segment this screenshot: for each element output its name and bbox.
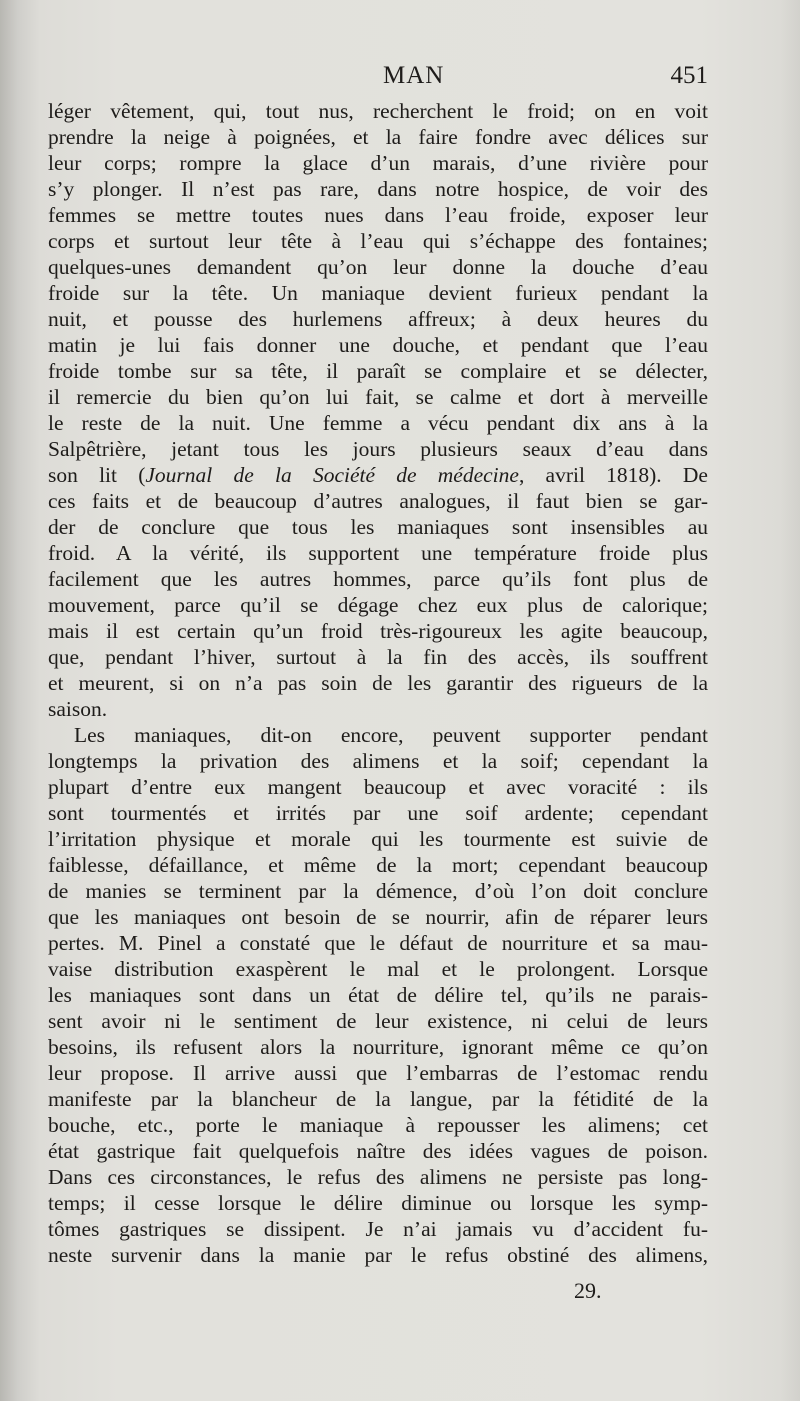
text-line: facilement que les autres hommes, parce qu’ils font plus de [48,567,708,591]
page-number: 451 [670,62,708,89]
text-line: matin je lui fais donner une douche, et pendant que l’eau [48,333,708,357]
text-line: femmes se mettre toutes nues dans l’eau froide, exposer leur [48,203,708,227]
text-line: froide sur la tête. Un maniaque devient furieux pendant la [48,281,708,305]
running-head: MAN [383,62,445,89]
text-line: corps et surtout leur tête à l’eau qui s’échappe des fontaines; [48,229,708,253]
text-line: prendre la neige à poignées, et la faire fondre avec délices sur [48,125,708,149]
text-line: plupart d’entre eux mangent beaucoup et avec voracité : ils [48,775,708,799]
text-line: il remercie du bien qu’on lui fait, se calme et dort à merveille [48,385,708,409]
text-line: que les maniaques ont besoin de se nourrir, afin de réparer leurs [48,905,708,929]
text-line: sent avoir ni le sentiment de leur existence, ni celui de leurs [48,1009,708,1033]
text-line: neste survenir dans la manie par le refus obstiné des alimens, [48,1243,708,1267]
text-line: besoins, ils refusent alors la nourriture, ignorant même ce qu’on [48,1035,708,1059]
text-line: de manies se terminent par la démence, d’où l’on doit conclure [48,879,708,903]
page-header [48,62,708,96]
text-line: longtemps la privation des alimens et la soif; cependant la [48,749,708,773]
text-line: vaise distribution exaspèrent le mal et le prolongent. Lorsque [48,957,708,981]
text-line: Salpêtrière, jetant tous les jours plusieurs seaux d’eau dans [48,437,708,461]
text-line: s’y plonger. Il n’est pas rare, dans notre hospice, de voir des [48,177,708,201]
body-text [48,98,708,1268]
text-line: Dans ces circonstances, le refus des alimens ne persiste pas long- [48,1165,708,1189]
text-line: nuit, et pousse des hurlemens affreux; à deux heures du [48,307,708,331]
text-line: der de conclure que tous les maniaques sont insensibles au [48,515,708,539]
text-line: mais il est certain qu’un froid très-rigoureux les agite beaucoup, [48,619,708,643]
text-line: Les maniaques, dit-on encore, peuvent supporter pendant [74,723,708,747]
text-line: froide tombe sur sa tête, il paraît se complaire et se délecter, [48,359,708,383]
text-line: sont tourmentés et irrités par une soif ardente; cependant [48,801,708,825]
text-line: quelques-unes demandent qu’on leur donne la douche d’eau [48,255,708,279]
text-line: pertes. M. Pinel a constaté que le défaut de nourriture et sa mau- [48,931,708,955]
text-line: manifeste par la blancheur de la langue, par la fétidité de la [48,1087,708,1111]
text-line: l’irritation physique et morale qui les tourmente est suivie de [48,827,708,851]
text-line: bouche, etc., porte le maniaque à repousser les alimens; cet [48,1113,708,1137]
signature-mark: 29. [574,1278,602,1303]
text-line: leur corps; rompre la glace d’un marais, d’une rivière pour [48,151,708,175]
text-line: mouvement, parce qu’il se dégage chez eux plus de calorique; [48,593,708,617]
text-line: froid. A la vérité, ils supportent une température froide plus [48,541,708,565]
text-line: temps; il cesse lorsque le délire diminue ou lorsque les symp- [48,1191,708,1215]
text-line: leur propose. Il arrive aussi que l’embarras de l’estomac rendu [48,1061,708,1085]
text-line: tômes gastriques se dissipent. Je n’ai jamais vu d’accident fu- [48,1217,708,1241]
text-line: léger vêtement, qui, tout nus, recherchent le froid; on en voit [48,99,708,123]
text-line: son lit (Journal de la Société de médecine, avril 1818). De [48,463,708,487]
text-line: ces faits et de beaucoup d’autres analogues, il faut bien se gar- [48,489,708,513]
text-line: que, pendant l’hiver, surtout à la fin des accès, ils souffrent [48,645,708,669]
text-line: les maniaques sont dans un état de délire tel, qu’ils ne parais- [48,983,708,1007]
text-line: le reste de la nuit. Une femme a vécu pendant dix ans à la [48,411,708,435]
text-line: faiblesse, défaillance, et même de la mort; cependant beaucoup [48,853,708,877]
text-line: état gastrique fait quelquefois naître des idées vagues de poison. [48,1139,708,1163]
text-line: saison. [48,697,108,721]
journal-title: Journal de la Société de médecine [145,463,519,487]
text-line: et meurent, si on n’a pas soin de les garantir des rigueurs de la [48,671,708,695]
